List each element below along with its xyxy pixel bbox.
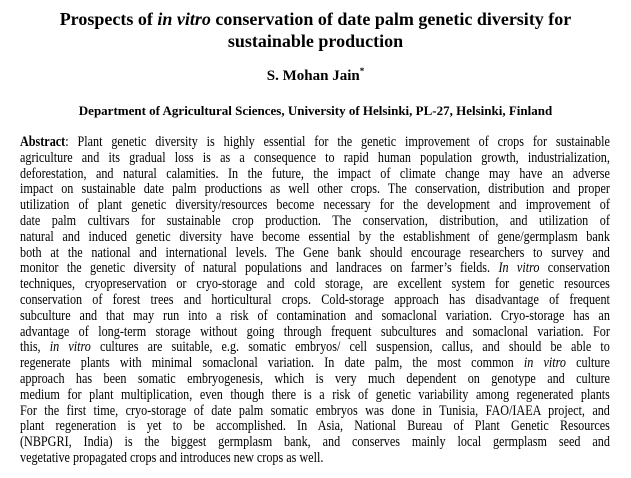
abstract (20, 135, 631, 467)
abstract-line (20, 419, 610, 435)
italic-term: in vitro (49, 339, 91, 356)
text-segment: (NBPGRI, India) is the biggest germplasm bank, and conserves mainly local germplasm seed and (20, 434, 610, 451)
text-segment: deforestation, and natural calamities. In the future, the impact of climate change may have an adverse (20, 165, 610, 182)
italic-term: in vitro (157, 9, 211, 29)
abstract-line (20, 451, 610, 467)
corresponding-mark: * (359, 66, 365, 76)
text-segment: culture (565, 355, 610, 372)
abstract-line (20, 246, 610, 262)
abstract-line (20, 135, 610, 151)
paper-title-line-1 (0, 8, 631, 30)
italic-term: in vitro (523, 355, 566, 372)
text-segment: approach has been somatic embryogenesis, which is very much dependent on genotype and culture (20, 370, 610, 387)
text-segment: vegetative propagated crops and introduces new crops as well. (20, 449, 324, 466)
abstract-line (20, 325, 610, 341)
abstract-line (20, 230, 610, 246)
abstract-line (20, 340, 610, 356)
author-name: S. Mohan Jain (266, 68, 360, 84)
abstract-line (20, 198, 610, 214)
author (0, 66, 631, 85)
abstract-label: Abstract (20, 134, 66, 150)
text-segment: utilization of plant genetic diversity/resources become necessary for the development and improvement of (20, 197, 610, 214)
text-segment: cultures are suitable, e.g. somatic embryos/ cell suspension, callus, and should be able to (90, 339, 610, 356)
text-segment: date palm cultivars for sustainable crop production. The conservation, distribution, and utilization of (20, 212, 610, 229)
text-segment: impact on sustainable date palm productions as well other crops. The conservation, distribution and proper (20, 181, 610, 198)
text-segment: regenerate plants with minimal somaclonal variation. In date palm, the most common (20, 355, 524, 372)
text-segment: conservation of date palm genetic diversity for (210, 9, 572, 29)
text-segment: : Plant genetic diversity is highly essential for the genetic improvement of crops for sustainable (65, 134, 610, 150)
abstract-line (20, 435, 610, 451)
paper-title-line-2: sustainable production (227, 31, 404, 51)
abstract-line (20, 309, 610, 325)
text-segment: subculture and that may run into a risk of contamination and somaclonal variation. Cryo-storage has an (20, 307, 610, 324)
abstract-line (20, 293, 610, 309)
abstract-line (20, 388, 610, 404)
text-segment: medium for plant multiplication, even though there is a risk of genetic variability among regenerated plants (20, 386, 610, 403)
text-segment: conservation (539, 260, 610, 277)
text-segment: monitor the genetic diversity of natural populations and landraces on farmer’s fields. (20, 260, 499, 277)
abstract-line (20, 182, 610, 198)
abstract-line (20, 404, 610, 420)
abstract-line (20, 167, 610, 183)
text-segment: techniques, cryopreservation or cryo-storage and cold storage, are excellent system for genetic resources (20, 276, 610, 293)
abstract-line (20, 214, 610, 230)
text-segment: plant regeneration is yet to be accomplished. In Asia, National Bureau of Plant Genetic Resources (20, 418, 610, 435)
text-segment: natural and induced genetic diversity have become essential by the establishment of gene/germplasm bank (20, 228, 610, 245)
italic-term: In vitro (498, 260, 540, 277)
abstract-line (20, 356, 610, 372)
abstract-line (20, 261, 610, 277)
abstract-line (20, 372, 610, 388)
text-segment: Prospects of (59, 9, 158, 29)
text-segment: For the first time, cryo-storage of date palm somatic embryos was done in Tunisia, FAO/IAEA project, and (20, 402, 610, 419)
abstract-line (20, 277, 610, 293)
abstract-line (20, 151, 610, 167)
text-segment: agriculture and its gradual loss is as a consequence to rapid human population growth, industrialization, (20, 149, 610, 166)
text-segment: advantage of long-term storage without going through frequent subcultures and somaclonal variation. For (20, 323, 610, 340)
text-segment: this, (20, 339, 50, 356)
text-segment: conservation of forest trees and horticultural crops. Cold-storage approach has disadvantage of frequent (20, 291, 610, 308)
text-segment: both at the national and international levels. The Gene bank should encourage researchers to survey and (20, 244, 610, 261)
affiliation: Department of Agricultural Sciences, University of Helsinki, PL-27, Helsinki, Finland (78, 103, 553, 118)
